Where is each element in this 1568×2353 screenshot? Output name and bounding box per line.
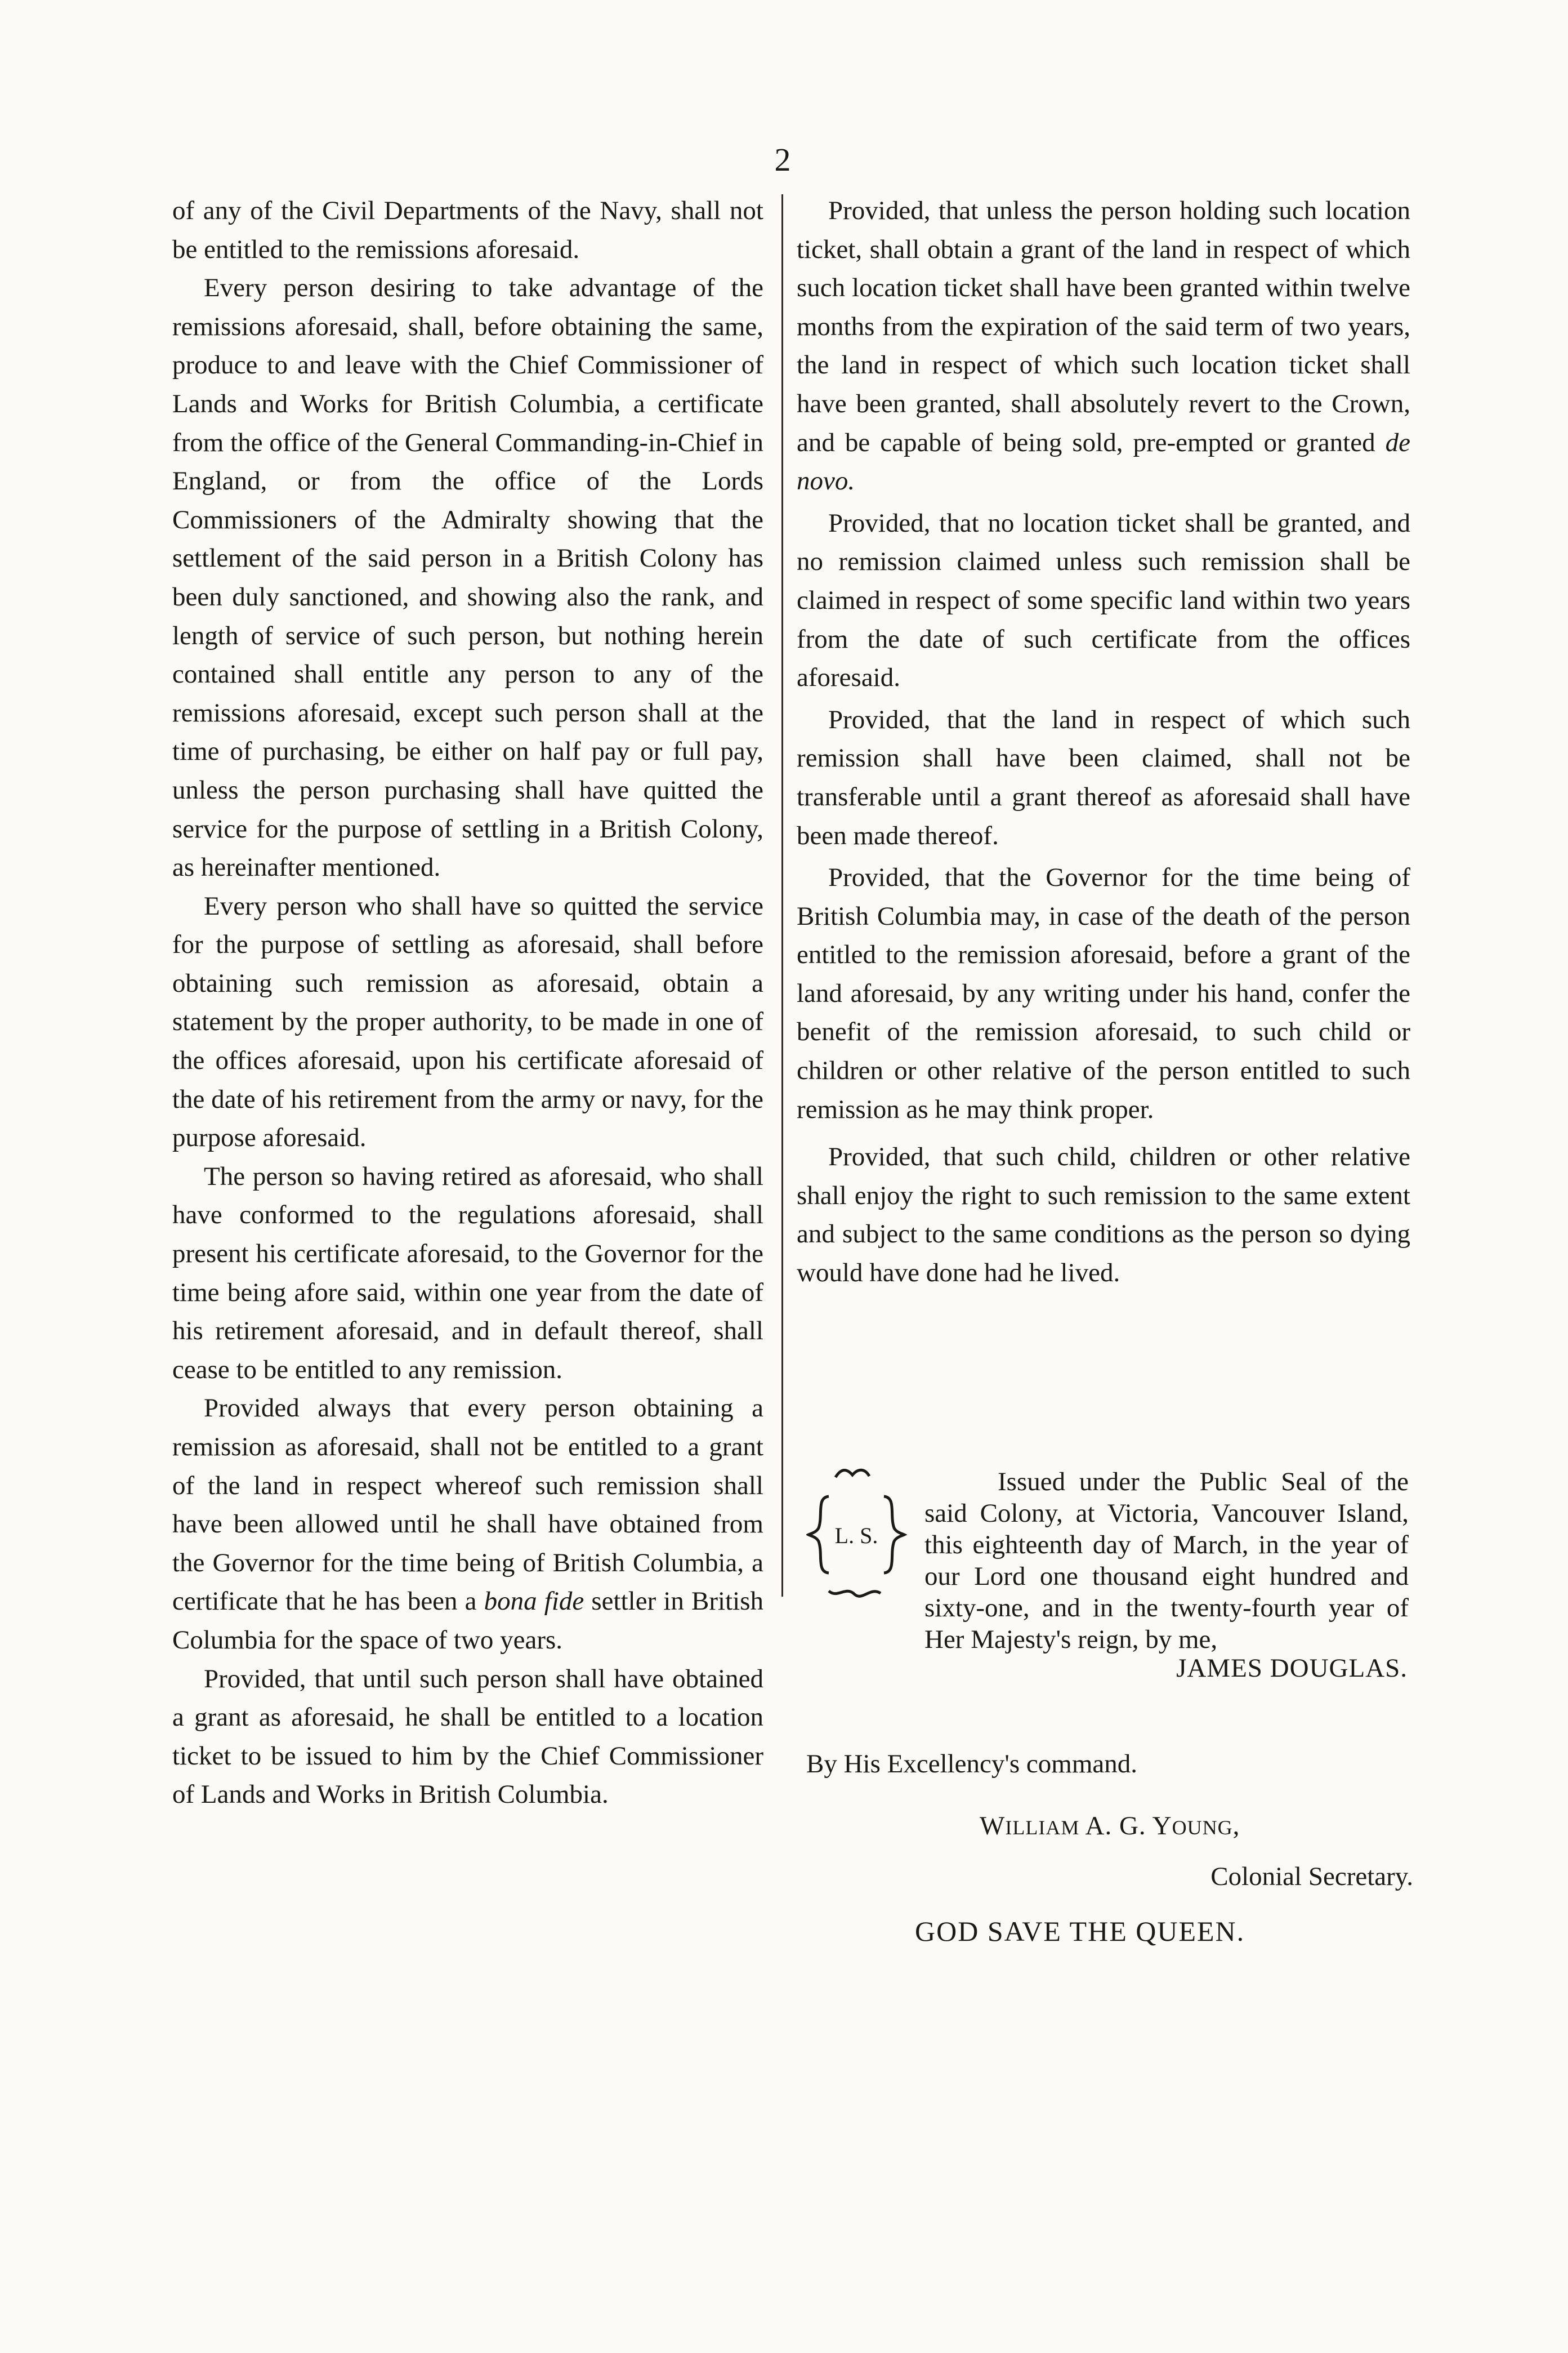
secretary-title: Colonial Secretary. — [1210, 1862, 1413, 1891]
right-paragraph-3: Provided, that the land in respect of which such remission shall have been claimed, shall not be transferable until a grant thereof as aforesaid shall have been made thereof. — [797, 705, 1410, 850]
right-paragraph-1 — [797, 191, 1410, 501]
left-paragraph-3: Every person who shall have so quitted the service for the purpose of settling as aforesaid, shall before obtaining such remission as aforesaid, obtain a statement by the proper authority, to be made in one of the offices aforesaid, upon his certificate aforesaid of the date of his retirement from the army or navy, for the purpose aforesaid. — [172, 891, 763, 1153]
left-paragraph-2: Every person desiring to take advantage of the remissions aforesaid, shall, before obtaining the same, produce to and leave with the Chief Commissioner of Lands and Works for British Columbia, a certificate from the office of the General Commanding-in-Chief in England, or from the office of the Lords Commissioners of the Admiralty showing that the settlement of the said person in a British Colony has been duly sanctioned, and showing also the rank, and length of service of such person, but nothing herein contained shall entitle any person to any of the remissions aforesaid, except such person shall at the time of purchasing, be either on half pay or full pay, unless the person purchasing shall have quitted the service for the purpose of settling in a British Colony, as hereinafter mentioned. — [172, 273, 763, 883]
secretary-name-part-3: A. G. Y — [1079, 1811, 1172, 1840]
seal-text-body: Issued under the Public Seal of the said Colony, at Victoria, Vancouver Island, this eighteenth day of March, in the year of our Lord one thousand eight hundred and sixty-one, and in the twenty-fourth year of Her Majesty's reign, by me, — [924, 1467, 1409, 1654]
governor-signature: JAMES DOUGLAS. — [1176, 1654, 1408, 1683]
command-line: By His Excellency's command. — [806, 1749, 1138, 1779]
page-number: 2 — [774, 141, 791, 178]
right-paragraph-5: Provided, that such child, children or other relative shall enjoy the right to such remission to the same extent and subject to the same conditions as the person so dying would have done had he lived. — [797, 1142, 1410, 1288]
left-paragraph-5-text-b: settler in British Columbia for the space of two years. — [172, 1587, 763, 1655]
right-paragraph-1-italic: de novo. — [797, 427, 1410, 496]
seal-block — [806, 1461, 1414, 1654]
left-paragraph-1: of any of the Civil Departments of the Navy, shall not be entitled to the remissions aforesaid. — [172, 196, 763, 264]
secretary-name-part-1: W — [980, 1811, 1006, 1840]
secretary-name-part-5: , — [1232, 1811, 1240, 1840]
left-column — [172, 191, 763, 1814]
column-divider — [781, 194, 783, 1597]
right-paragraph-4: Provided, that the Governor for the time being of British Columbia may, in case of the death of the person entitled to the remission aforesaid, before a grant of the land aforesaid, by any writing under his hand, confer the benefit of the remission aforesaid, to such child or children or other relative of the person entitled to such remission as he may think proper. — [797, 863, 1410, 1124]
secretary-name — [980, 1811, 1240, 1841]
left-paragraph-5-text-a: Provided always that every person obtaining a remission as aforesaid, shall not be entitled to a grant of the land in respect whereof such remission shall have been allowed until he shall have obtained from the Governor for the time being of British Columbia, a certificate that he has been a — [172, 1393, 763, 1616]
left-paragraph-6: Provided, that until such person shall have obtained a grant as aforesaid, he shall be entitled to a location ticket to be issued to him by the Chief Commissioner of Lands and Works in British Columbia. — [172, 1664, 763, 1810]
seal-icon — [806, 1461, 919, 1608]
left-paragraph-5 — [172, 1389, 763, 1659]
closing-line: GOD SAVE THE QUEEN. — [915, 1915, 1245, 1947]
left-paragraph-5-italic: bona fide — [484, 1587, 584, 1616]
secretary-name-part-2: ILLIAM — [1005, 1816, 1080, 1839]
secretary-name-part-4: OUNG — [1172, 1816, 1233, 1839]
right-paragraph-2: Provided, that no location ticket shall be granted, and no remission claimed unless such remission shall be claimed in respect of some specific land within two years from the date of such certificate from the offices aforesaid. — [797, 508, 1410, 693]
left-paragraph-4: The person so having retired as aforesaid, who shall have conformed to the regulations aforesaid, shall present his certificate aforesaid, to the Governor for the time being afore said, within one year from the date of his retirement aforesaid, and in default thereof, shall cease to be entitled to any remission. — [172, 1161, 763, 1384]
right-paragraph-1-text: Provided, that unless the person holding such location ticket, shall obtain a grant of the land in respect of which such location ticket shall have been granted within twelve months from the expiration of the said term of two years, the land in respect of which such location ticket shall have been granted, shall absolutely revert to the Crown, and be capable of being sold, pre-empted or granted — [797, 196, 1410, 457]
right-column — [797, 191, 1410, 1296]
seal-label: L. S. — [834, 1523, 878, 1548]
seal-text — [924, 1466, 1409, 1655]
